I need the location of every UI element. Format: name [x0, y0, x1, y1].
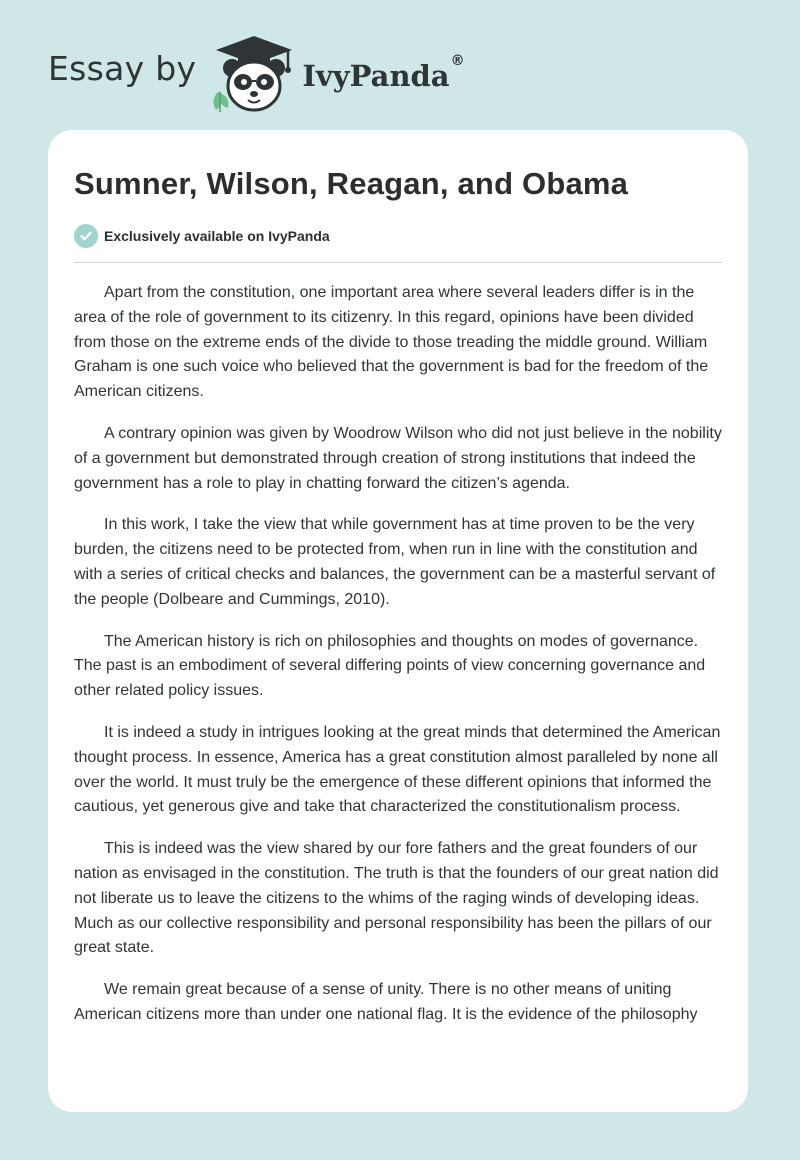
brand-name-text: IvyPanda: [302, 59, 450, 93]
brand-name: [302, 53, 465, 93]
paragraph: The American history is rich on philosophies and thoughts on modes of governance. The past is an embodiment of several differing points of view concerning governance and other related policy issues.: [74, 632, 706, 700]
essay-card: [48, 130, 748, 1112]
paragraph: We remain great because of a sense of unity. There is no other means of uniting American citizens more than under one national flag. It is the evidence of the philosophy: [74, 981, 698, 1023]
panda-graduate-icon: [208, 34, 300, 114]
check-icon: [74, 224, 98, 248]
paragraph: Apart from the constitution, one important area where several leaders differ is in the area of the role of government to its citizenry. In this regard, opinions have been divided from those on the extreme ends of the divide to those treading the middle ground. William Graham is one such voice who believed that the government is bad for the freedom of the American citizens.: [74, 284, 709, 401]
essay-title: Sumner, Wilson, Reagan, and Obama: [74, 166, 629, 201]
paragraph: It is indeed a study in intrigues looking at the great minds that determined the American thought process. In essence, America has a great constitution almost paralleled by none all over the world. It must truly be the emergence of these different opinions that informed the cautious, yet generous give and take that characterized the constitutionalism process.: [74, 723, 721, 816]
paragraph: A contrary opinion was given by Woodrow Wilson who did not just believe in the nobility of a government but demonstrated through creation of strong institutions that indeed the government has a role to play in chatting forward the citizen’s agenda.: [74, 424, 722, 492]
site-logo[interactable]: [48, 34, 465, 114]
exclusive-badge: [74, 222, 722, 250]
title-divider: [74, 262, 722, 263]
essay-body: [74, 281, 722, 1028]
paragraph: This is indeed was the view shared by our fore fathers and the great founders of our nation as envisaged in the constitution. The truth is that the founders of our great nation did not liberate us to leave the citizens to the whims of the raging winds of developing ideas. Much as our collective responsibility and personal responsibility has been the pillars of our great state.: [74, 840, 719, 957]
paragraph: In this work, I take the view that while government has at time proven to be the very burden, the citizens need to be protected from, when run in line with the constitution and with a series of critical checks and balances, the government can be a masterful servant of the people (Dolbeare and Cummings, 2010).: [74, 516, 716, 608]
registered-mark: ®: [450, 53, 465, 69]
badge-label: Exclusively available on IvyPanda: [104, 228, 330, 244]
brand-prefix: Essay by: [48, 48, 197, 88]
